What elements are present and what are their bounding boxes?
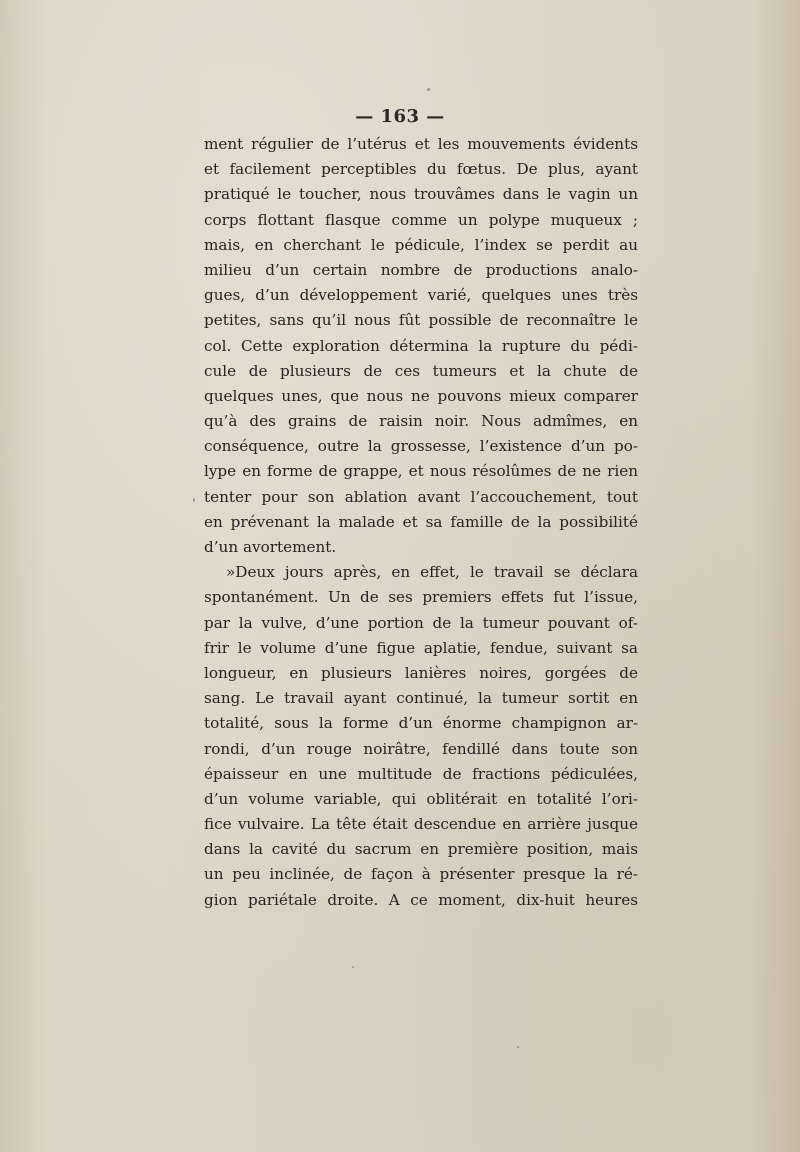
text-line: d’un volume variable, qui oblitérait en totalité l’ori- [204,789,638,808]
text-line: fice vulvaire. La tête était descendue en arrière jusque [204,815,638,834]
text-line: ment régulier de l’utérus et les mouvements évidents [204,135,638,153]
text-line: conséquence, outre la grossesse, l’existence d’un po- [204,437,638,456]
text-line: mais, en cherchant le pédicule, l’index se perdit au [204,235,638,254]
text-line: col. Cette exploration détermina la rupture du pédi- [204,336,638,355]
text-line: et facilement perceptibles du fœtus. De plus, ayant [204,160,638,179]
text-line: frir le volume d’une figue aplatie, fendue, suivant sa [204,638,638,657]
text-line: petites, sans qu’il nous fût possible de reconnaître le [204,311,638,330]
text-line: pratiqué le toucher, nous trouvâmes dans le vagin un [204,185,638,204]
text-line: corps flottant flasque comme un polype muqueux ; [204,210,638,229]
text-line: par la vulve, d’une portion de la tumeur pouvant of- [204,613,638,632]
text-line: longueur, en plusieurs lanières noires, gorgées de [204,663,638,682]
body-text [204,132,638,913]
text-line: gion pariétale droite. A ce moment, dix-huit heures [204,890,638,909]
text-line: d’un avortement. [204,538,337,556]
paper-speck [517,1046,519,1048]
text-line: rondi, d’un rouge noirâtre, fendillé dans toute son [204,739,638,758]
text-line: tenter pour son ablation avant l’accouchement, tout [204,487,638,506]
paper-speck [427,88,430,91]
text-line: gues, d’un développement varié, quelques unes très [204,286,638,305]
paper-speck [193,498,195,502]
text-line: épaisseur en une multitude de fractions pédiculées, [204,764,638,783]
paper-speck [352,966,354,968]
text-line: sang. Le travail ayant continué, la tumeur sortit en [204,689,638,708]
text-line: lype en forme de grappe, et nous résolûmes de ne rien [204,462,638,481]
page-number: — 163 — [355,106,445,127]
text-line: totalité, sous la forme d’un énorme champignon ar- [204,714,638,733]
text-line: cule de plusieurs de ces tumeurs et la chute de [204,361,638,380]
text-line: milieu d’un certain nombre de productions analo- [204,260,638,279]
text-line: quelques unes, que nous ne pouvons mieux comparer [204,386,638,405]
text-line: un peu inclinée, de façon à présenter presque la ré- [204,865,638,884]
text-line: spontanément. Un de ses premiers effets fut l’issue, [204,588,638,607]
text-line: dans la cavité du sacrum en première position, mais [204,840,638,859]
text-line: qu’à des grains de raisin noir. Nous admîmes, en [204,412,638,431]
text-line: en prévenant la malade et sa famille de la possibilité [204,512,638,531]
text-line: »Deux jours après, en effet, le travail se déclara [226,563,638,582]
